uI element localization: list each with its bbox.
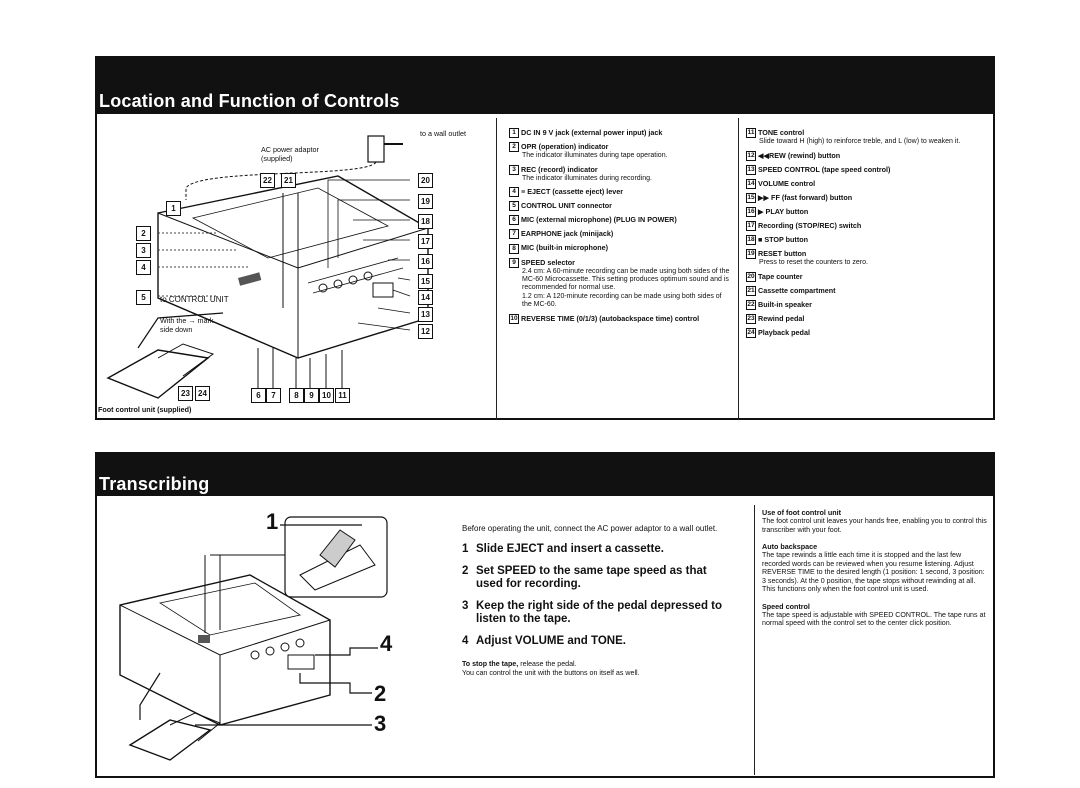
callout-1: 1 [166, 201, 181, 216]
control-item: 18 ■ STOP button [747, 235, 808, 245]
control-item: 14 VOLUME control [747, 178, 816, 188]
control-item: 13 SPEED CONTROL (tape speed control) [747, 164, 891, 174]
step: 2 Set SPEED to the same tape speed as that used for recording. [462, 565, 707, 590]
stop-note: To stop the tape, release the pedal. [462, 660, 577, 668]
recorder-drawing [98, 118, 493, 418]
callout-17: 17 [418, 234, 433, 249]
transcribing-steps [462, 524, 732, 677]
callout-7: 7 [266, 388, 281, 403]
controls-diagram [98, 118, 493, 418]
diagram-label-2: 2 [374, 681, 387, 706]
callout-19: 19 [418, 194, 433, 209]
control-item: 8 MIC (built-in microphone) [509, 243, 731, 253]
callout-3: 3 [136, 243, 151, 258]
diagram-label-3: 3 [374, 711, 387, 736]
control-item: 10 REVERSE TIME (0/1/3) (autobackspace time) control [510, 313, 700, 323]
callout-18: 18 [418, 214, 433, 229]
with-mark-label: With the → mark [160, 316, 214, 325]
callout-10: 10 [319, 388, 334, 403]
callout-8: 8 [289, 388, 304, 403]
callout-14: 14 [418, 290, 433, 305]
divider [738, 118, 739, 420]
wall-outlet-label: to a wall outlet [420, 129, 466, 138]
callout-21: 21 [281, 173, 296, 188]
control-item: 11 TONE control Slide toward H (high) to reinforce treble, and L (low) to weaken it. [747, 128, 961, 146]
step: 3 Keep the right side of the pedal depressed to listen to the tape. [462, 600, 723, 625]
transcribing-notes [762, 506, 988, 628]
note-title: Use of foot control unit [762, 508, 842, 517]
callout-23: 23 [178, 386, 193, 401]
also-note: You can control the unit with the buttons on itself as well. [462, 668, 640, 677]
callout-15: 15 [418, 274, 433, 289]
controls-list-mid [509, 128, 731, 328]
control-item: 6 MIC (external microphone) (PLUG IN POWER) [509, 215, 731, 225]
control-item: 4 ≡ EJECT (cassette eject) lever [509, 187, 731, 197]
divider [496, 118, 497, 420]
step: 4 Adjust VOLUME and TONE. [462, 635, 626, 647]
control-item: 21 Cassette compartment [747, 285, 836, 295]
control-item: 22 Built-in speaker [747, 299, 812, 309]
control-item: 15 ▶▶ FF (fast forward) button [747, 192, 853, 202]
section2-title: Transcribing [99, 474, 210, 494]
note-text: The foot control unit leaves your hands free, enabling you to control this transcriber with your foot. [762, 517, 987, 534]
control-item: 16 ▶ PLAY button [747, 206, 809, 216]
control-item: 20 Tape counter [747, 271, 803, 281]
control-item: 24 Playback pedal [747, 328, 810, 338]
diagram-label-4: 4 [380, 631, 393, 656]
section1-header-bar [95, 56, 995, 114]
note-text: The tape rewinds a little each time it is stopped and the last few recorded words can be reviewed when you resume listening. Adjust REVERSE TIME to the desired length (1 position: 1 second, 3 position: 3 seconds). At the 0 position, the tape stops without rewinding at all. This functions only when the foot control unit is used. [762, 551, 985, 593]
control-item: 1 DC IN 9 V jack (external power input) jack [509, 128, 731, 138]
section1-title: Location and Function of Controls [99, 91, 400, 111]
control-item: 3 REC (record) indicator The indicator illuminates during recording. [509, 165, 731, 184]
control-item: 12 ◀◀REW (rewind) button [747, 150, 841, 160]
control-item: 23 Rewind pedal [747, 313, 805, 323]
step: 1 Slide EJECT and insert a cassette. [462, 543, 664, 555]
control-item: 19 RESET button Press to reset the counters to zero. [747, 249, 868, 267]
note-title: Speed control [762, 601, 810, 611]
callout-16: 16 [418, 254, 433, 269]
callout-12: 12 [418, 324, 433, 339]
callout-5: 5 [136, 290, 151, 305]
controls-list-right [746, 128, 986, 342]
intro-text: Before operating the unit, connect the AC power adaptor to a wall outlet. [462, 524, 718, 533]
transcribing-diagram [100, 505, 430, 770]
diagram-label-1: 1 [266, 509, 279, 534]
callout-4: 4 [136, 260, 151, 275]
control-item: 9 SPEED selector 2.4 cm: A 60-minute recording can be made using both sides of the MC-60 Microcassette. This setting produces optimum sound and is recommended for normal use. 1.2 cm: A 120-minute recording can be made using both sides of the MC-60. [509, 258, 731, 310]
divider [754, 505, 755, 775]
note-title: Auto backspace [762, 542, 818, 551]
control-item: 17 Recording (STOP/REC) switch [747, 220, 862, 230]
control-item: 5 CONTROL UNIT connector [509, 201, 731, 211]
callout-6: 6 [251, 388, 266, 403]
to-control-unit-label: to CONTROL UNIT [160, 295, 229, 304]
ac-adaptor-supplied-label: (supplied) [261, 154, 293, 163]
note-text: The tape speed is adjustable with SPEED CONTROL. The tape runs at normal speed with the control set to the center click position. [762, 610, 986, 627]
control-item: 7 EARPHONE jack (minijack) [509, 229, 731, 239]
ac-adaptor-label: AC power adaptor [261, 145, 319, 154]
control-item: 2 OPR (operation) indicator The indicator illuminates during tape operation. [509, 142, 731, 161]
callout-9: 9 [304, 388, 319, 403]
callout-13: 13 [418, 307, 433, 322]
callout-22: 22 [260, 173, 275, 188]
side-down-label: side down [160, 325, 193, 334]
callout-20: 20 [418, 173, 433, 188]
callout-2: 2 [136, 226, 151, 241]
callout-11: 11 [335, 388, 350, 403]
section2-header-bar [95, 452, 995, 496]
foot-control-caption: Foot control unit (supplied) [98, 405, 192, 414]
callout-24: 24 [195, 386, 210, 401]
